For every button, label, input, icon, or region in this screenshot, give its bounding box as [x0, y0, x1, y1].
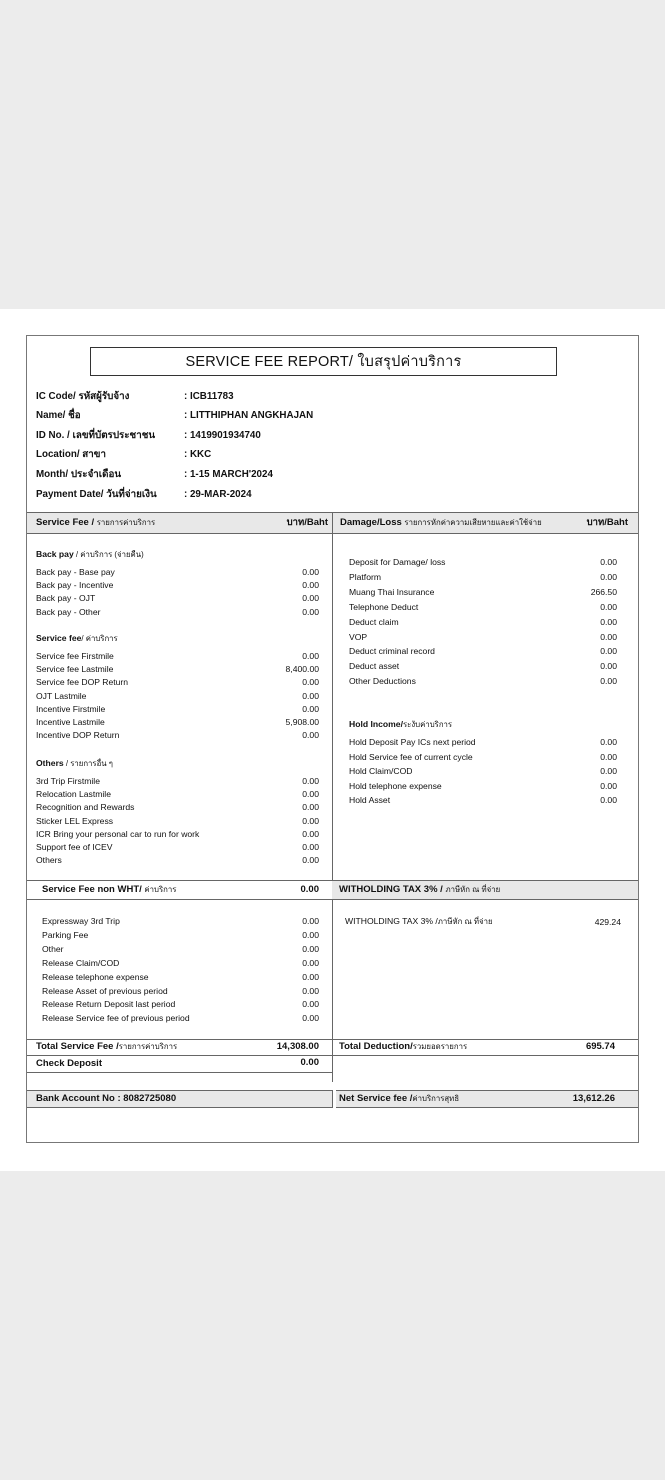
non-wht-item-label: Other	[42, 944, 64, 954]
service-fee-item-value: 0.00	[302, 855, 319, 865]
totals-top-line	[27, 1039, 638, 1040]
damage-item-value: 266.50	[590, 587, 617, 597]
total-deduction-label: Total Deduction/รวมยอดรายการ	[339, 1041, 468, 1052]
service-fee-item-label: Recognition and Rewards	[36, 802, 135, 812]
service-fee-item-label: Service fee Firstmile	[36, 651, 114, 661]
damage-item-value: 0.00	[600, 617, 617, 627]
info-value: : 29-MAR-2024	[184, 489, 252, 500]
section-title: Others / รายการอื่น ๆ	[36, 758, 113, 768]
service-fee-item-value: 0.00	[302, 816, 319, 826]
hold-item-label: Hold Asset	[349, 795, 391, 805]
hold-item-value: 0.00	[600, 766, 617, 776]
damage-item-label: Other Deductions	[349, 676, 416, 686]
hold-item-value: 0.00	[600, 752, 617, 762]
non-wht-item-value: 0.00	[302, 958, 319, 968]
damage-item-label: Deduct claim	[349, 617, 399, 627]
damage-item-value: 0.00	[600, 661, 617, 671]
info-value: : 1-15 MARCH'2024	[184, 469, 273, 480]
total-service-fee-label: Total Service Fee /รายการค่าบริการ	[36, 1041, 178, 1052]
service-fee-item-value: 0.00	[302, 802, 319, 812]
non-wht-item-value: 0.00	[302, 916, 319, 926]
report-sheet	[0, 309, 665, 1171]
info-label: Location/ สาขา	[36, 449, 106, 460]
damage-item-label: Deduct asset	[349, 661, 400, 671]
non-wht-item-label: Expressway 3rd Trip	[42, 916, 120, 926]
service-fee-item-value: 0.00	[302, 567, 319, 577]
info-value: : ICB11783	[184, 391, 234, 402]
non-wht-item-value: 0.00	[302, 999, 319, 1009]
info-value: : KKC	[184, 449, 212, 460]
service-fee-item-label: Back pay - Incentive	[36, 580, 114, 590]
damage-item-value: 0.00	[600, 676, 617, 686]
bank-account: Bank Account No : 8082725080	[36, 1093, 177, 1104]
service-fee-item-value: 0.00	[302, 789, 319, 799]
net-service-fee-label: Net Service fee /ค่าบริการสุทธิ	[339, 1093, 460, 1104]
service-fee-header	[27, 512, 332, 534]
service-fee-item-label: Back pay - Other	[36, 607, 101, 617]
hold-item-label: Hold Deposit Pay ICs next period	[349, 737, 476, 747]
service-fee-item-label: Incentive Firstmile	[36, 704, 106, 714]
check-deposit-value: 0.00	[300, 1057, 319, 1068]
hold-item-label: Hold Service fee of current cycle	[349, 752, 473, 762]
hold-income-title: Hold Income/ระงับค่าบริการ	[349, 719, 453, 729]
info-value: : 1419901934740	[184, 430, 261, 441]
damage-item-value: 0.00	[600, 557, 617, 567]
totals-mid-line	[27, 1055, 638, 1056]
damage-item-value: 0.00	[600, 646, 617, 656]
service-fee-item-label: Service fee Lastmile	[36, 664, 114, 674]
footer-divider	[332, 1090, 333, 1108]
net-service-fee-value: 13,612.26	[572, 1093, 615, 1104]
info-value: : LITTHIPHAN ANGKHAJAN	[184, 410, 314, 421]
service-fee-item-label: Relocation Lastmile	[36, 789, 111, 799]
report-title: SERVICE FEE REPORT/ ใบสรุปค่าบริการ	[90, 347, 557, 376]
service-fee-item-value: 0.00	[302, 730, 319, 740]
service-fee-item-value: 8,400.00	[285, 664, 319, 674]
damage-header-title: Damage/Loss รายการหักค่าความเสียหายและค่าใช้จ่าย	[340, 517, 542, 528]
service-fee-item-value: 0.00	[302, 607, 319, 617]
non-wht-item-label: Release Asset of previous period	[42, 986, 168, 996]
non-wht-item-label: Release telephone expense	[42, 972, 149, 982]
info-label: IC Code/ รหัสผู้รับจ้าง	[36, 391, 130, 402]
service-fee-header-title: Service Fee / รายการค่าบริการ	[36, 517, 156, 528]
damage-item-value: 0.00	[600, 572, 617, 582]
service-fee-item-label: Others	[36, 855, 62, 865]
service-fee-item-value: 5,908.00	[285, 717, 319, 727]
non-wht-title: Service Fee non WHT/ ค่าบริการ	[42, 884, 177, 895]
non-wht-item-value: 0.00	[302, 930, 319, 940]
wht-item-value: 429.24	[594, 917, 621, 927]
non-wht-item-value: 0.00	[302, 986, 319, 996]
non-wht-item-value: 0.00	[302, 944, 319, 954]
service-fee-item-label: Back pay - Base pay	[36, 567, 115, 577]
non-wht-item-label: Release Return Deposit last period	[42, 999, 176, 1009]
damage-item-label: Deposit for Damage/ loss	[349, 557, 446, 567]
service-fee-item-label: Incentive DOP Return	[36, 730, 120, 740]
service-fee-item-value: 0.00	[302, 677, 319, 687]
service-fee-header-unit: บาท/Baht	[286, 517, 328, 528]
info-label: Month/ ประจำเดือน	[36, 469, 122, 480]
damage-item-label: VOP	[349, 632, 368, 642]
service-fee-item-value: 0.00	[302, 704, 319, 714]
non-wht-item-value: 0.00	[302, 972, 319, 982]
non-wht-item-value: 0.00	[302, 1013, 319, 1023]
service-fee-item-value: 0.00	[302, 651, 319, 661]
service-fee-item-label: Support fee of ICEV	[36, 842, 113, 852]
check-deposit-line	[27, 1072, 332, 1073]
section-title: Back pay / ค่าบริการ (จ่ายคืน)	[36, 549, 144, 559]
service-fee-item-label: Service fee DOP Return	[36, 677, 129, 687]
non-wht-item-label: Release Claim/COD	[42, 958, 120, 968]
service-fee-item-value: 0.00	[302, 593, 319, 603]
hold-item-value: 0.00	[600, 781, 617, 791]
service-fee-item-value: 0.00	[302, 580, 319, 590]
service-fee-item-value: 0.00	[302, 842, 319, 852]
damage-item-label: Muang Thai Insurance	[349, 587, 435, 597]
damage-item-value: 0.00	[600, 602, 617, 612]
section-title: Service fee/ ค่าบริการ	[36, 633, 118, 643]
non-wht-item-label: Release Service fee of previous period	[42, 1013, 190, 1023]
damage-item-label: Platform	[349, 572, 381, 582]
service-fee-item-value: 0.00	[302, 691, 319, 701]
service-fee-item-label: OJT Lastmile	[36, 691, 87, 701]
damage-header-unit: บาท/Baht	[586, 517, 628, 528]
service-fee-item-label: Sticker LEL Express	[36, 816, 114, 826]
check-deposit-label: Check Deposit	[36, 1058, 102, 1069]
service-fee-item-value: 0.00	[302, 776, 319, 786]
wht-item-label: WITHOLDING TAX 3% /ภาษีหัก ณ ที่จ่าย	[345, 916, 493, 926]
damage-item-label: Deduct criminal record	[349, 646, 435, 656]
total-service-fee-value: 14,308.00	[276, 1041, 319, 1052]
info-label: ID No. / เลขที่บัตรประชาชน	[36, 430, 156, 441]
wht-title: WITHOLDING TAX 3% / ภาษีหัก ณ ที่จ่าย	[339, 884, 501, 895]
damage-header	[332, 512, 638, 534]
service-fee-item-label: 3rd Trip Firstmile	[36, 776, 100, 786]
hold-item-label: Hold telephone expense	[349, 781, 442, 791]
info-label: Payment Date/ วันที่จ่ายเงิน	[36, 489, 157, 500]
service-fee-item-label: Back pay - OJT	[36, 593, 96, 603]
service-fee-item-label: ICR Bring your personal car to run for work	[36, 829, 200, 839]
service-fee-item-value: 0.00	[302, 829, 319, 839]
report-frame	[26, 335, 639, 1143]
column-divider	[332, 512, 333, 1082]
damage-item-value: 0.00	[600, 632, 617, 642]
damage-item-label: Telephone Deduct	[349, 602, 419, 612]
non-wht-total: 0.00	[300, 884, 319, 895]
hold-item-value: 0.00	[600, 795, 617, 805]
hold-item-label: Hold Claim/COD	[349, 766, 413, 776]
hold-item-value: 0.00	[600, 737, 617, 747]
service-fee-item-label: Incentive Lastmile	[36, 717, 105, 727]
non-wht-item-label: Parking Fee	[42, 930, 89, 940]
total-deduction-value: 695.74	[585, 1041, 615, 1052]
info-label: Name/ ชื่อ	[36, 410, 81, 421]
